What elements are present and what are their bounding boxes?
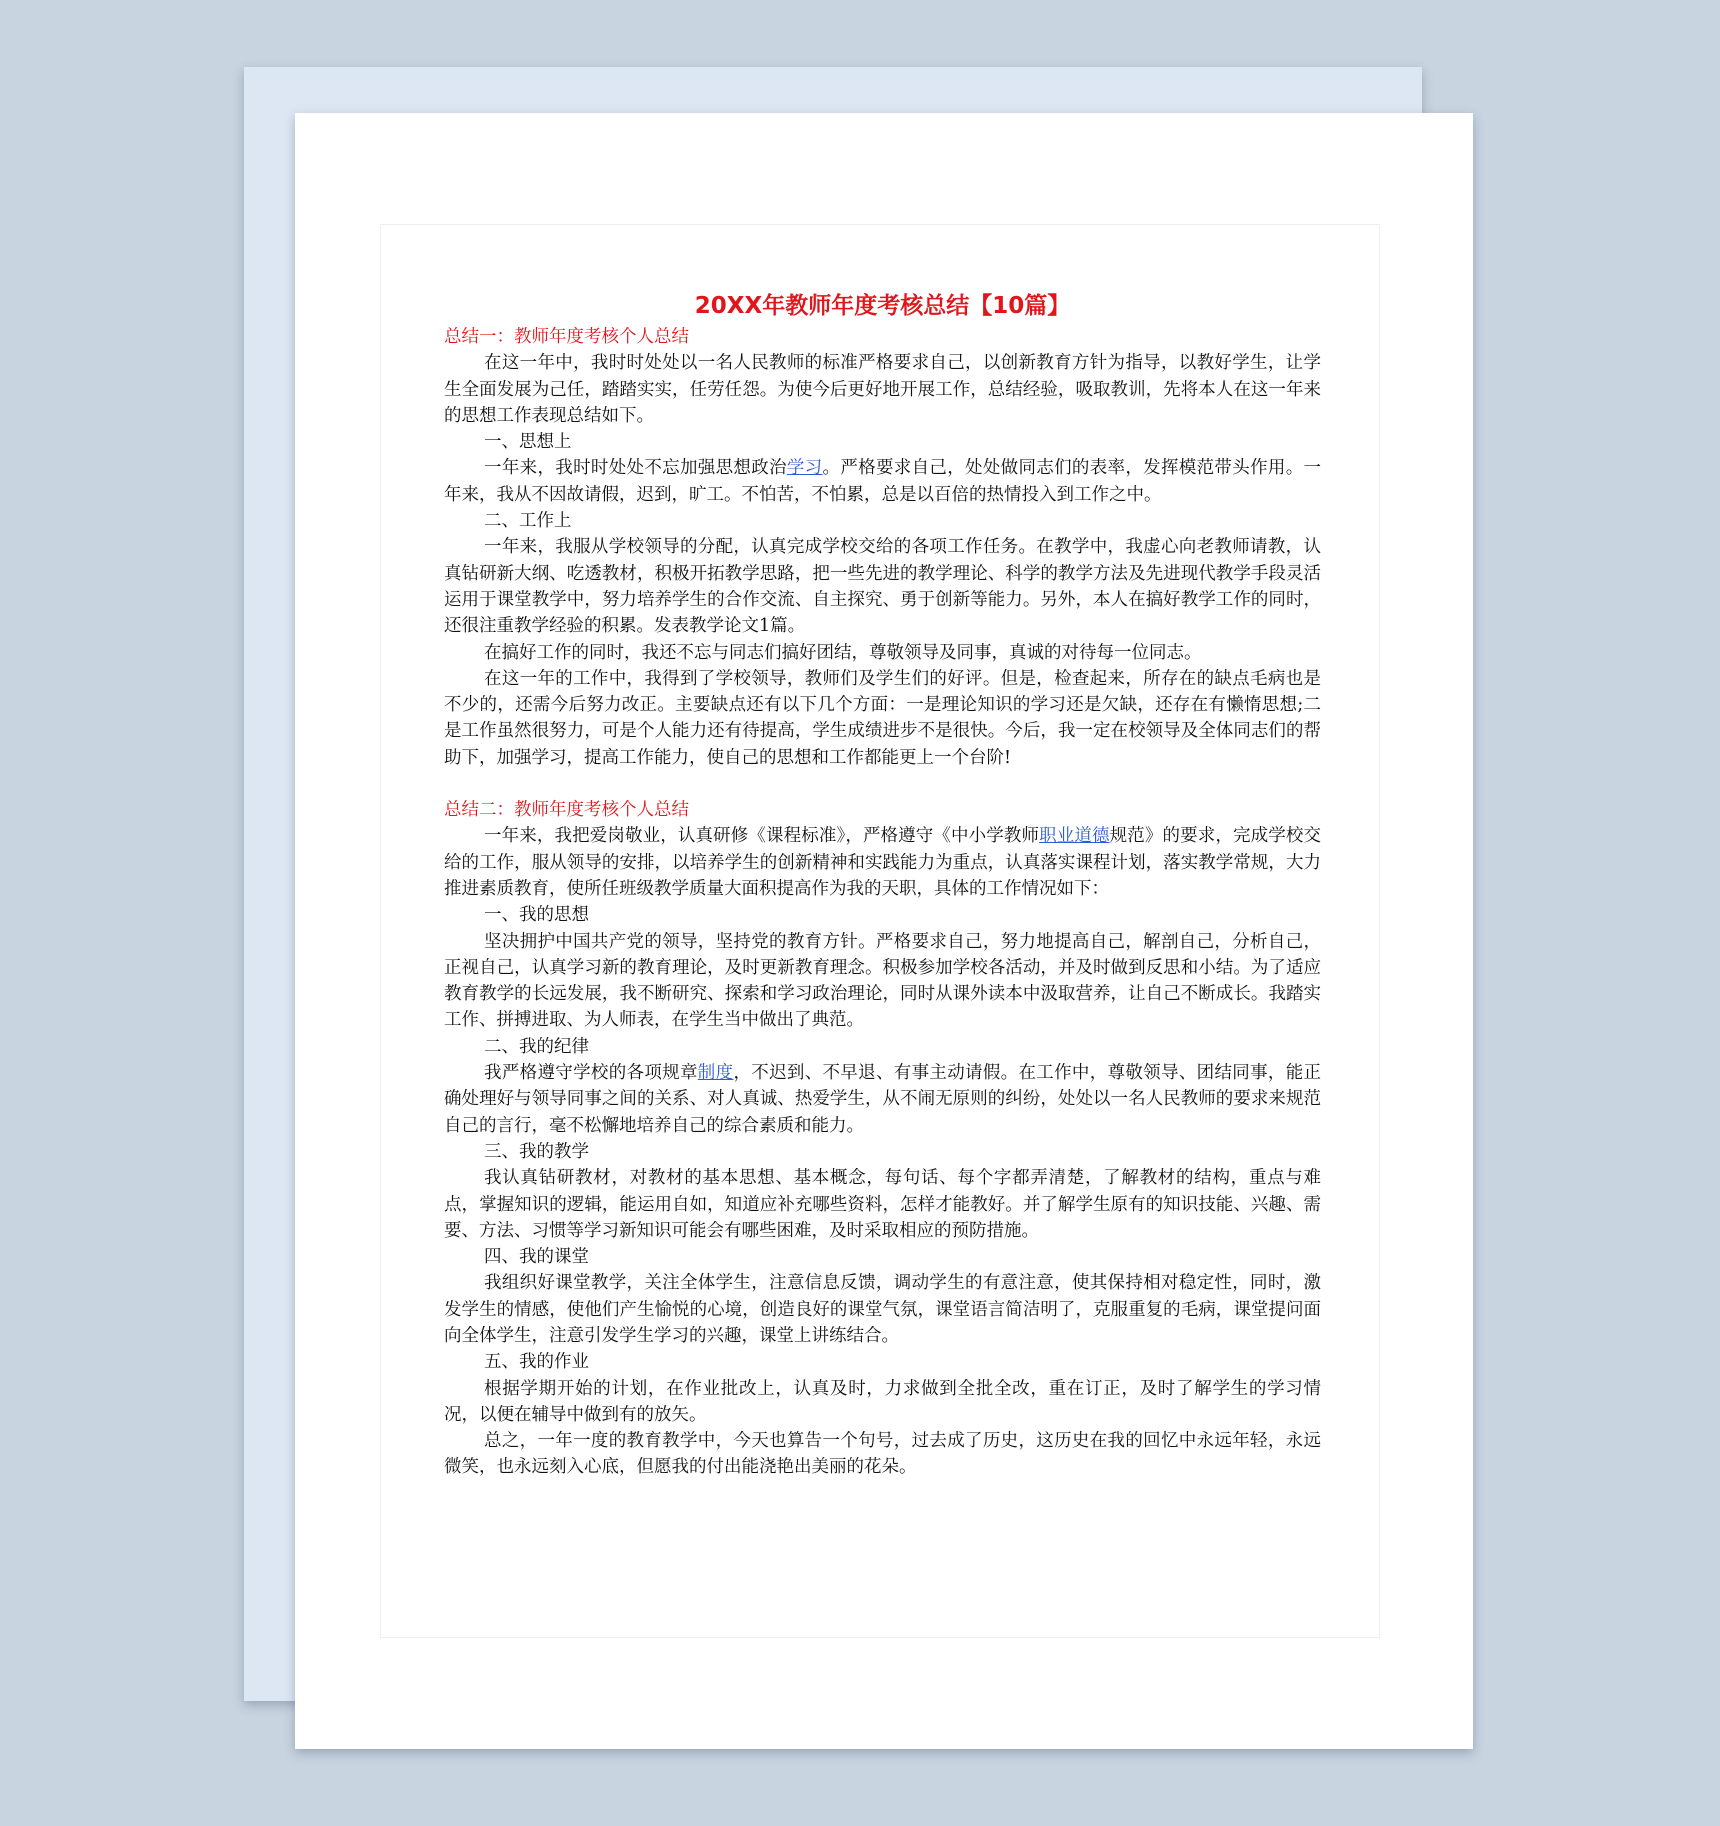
section-two-heading-4: 四、我的课堂: [484, 1247, 589, 1268]
text-run: 一年来，我把爱岗敬业，认真研修《课程标准》，严格遵守《中小学教师: [484, 826, 1040, 847]
section-gap: [444, 771, 1321, 797]
document-page: [295, 113, 1473, 1749]
text-run: 一年来，我时时处处不忘加强思想政治: [484, 458, 787, 479]
section-two-paragraph-6: 总之，一年一度的教育教学中，今天也算告一个句号，过去成了历史，这历史在我的回忆中永远年轻，永远微笑，也永远刻入心底，但愿我的付出能浇艳出美丽的花朵。: [444, 1431, 1321, 1478]
section-one-paragraph-4: 在这一年的工作中，我得到了学校领导，教师们及学生们的好评。但是，检查起来，所存在的缺点毛病也是不少的，还需今后努力改正。主要缺点还有以下几个方面：一是理论知识的学习还是欠缺，还存在有懒惰思想;二是工作虽然很努力，可是个人能力还有待提高，学生成绩进步不是很快。今后，我一定在校领导及全体同志们的帮助下，加强学习，提高工作能力，使自己的思想和工作都能更上一个台阶!: [444, 668, 1321, 768]
section-one-paragraph-2: 一年来，我服从学校领导的分配，认真完成学校交给的各项工作任务。在教学中，我虚心向老教师请教，认真钻研新大纲、吃透教材，积极开拓教学思路，把一些先进的教学理论、科学的教学方法及先进现代教学手段灵活运用于课堂教学中，努力培养学生的合作交流、自主探究、勇于创新等能力。另外，本人在搞好教学工作的同时，还很注重教学经验的积累。发表教学论文1篇。: [444, 537, 1321, 637]
professional-ethics-link[interactable]: 职业道德: [1039, 826, 1110, 847]
section-two-paragraph-2: [444, 1060, 1321, 1139]
content-frame: [380, 224, 1380, 1638]
section-one-paragraph-3: 在搞好工作的同时，我还不忘与同志们搞好团结，尊敬领导及同事，真诚的对待每一位同志。: [484, 642, 1202, 663]
document-content: [444, 225, 1321, 1481]
page-title: 20XX年教师年度考核总结【10篇】: [694, 293, 1071, 319]
section-one-title: 总结一：教师年度考核个人总结: [444, 327, 689, 347]
text-run: 规范》的要求，完成学校交给的工作，服从领导的安排，以培养学生的创新精神和实践能力为重点，认真落实课程计划，落实教学常规，大力推进素质教育，使所任班级教学质量大面积提高作为我的天职，具体的工作情况如下：: [444, 826, 1322, 899]
section-two-heading-2: 二、我的纪律: [484, 1036, 589, 1057]
text-run: 我严格遵守学校的各项规章: [484, 1063, 698, 1084]
section-two-paragraph-3: 我认真钻研教材，对教材的基本思想、基本概念，每句话、每个字都弄清楚，了解教材的结构，重点与难点，掌握知识的逻辑，能运用自如，知道应补充哪些资料，怎样才能教好。并了解学生原有的知识技能、兴趣、需要、方法、习惯等学习新知识可能会有哪些困难，及时采取相应的预防措施。: [444, 1168, 1321, 1241]
section-two-heading-1: 一、我的思想: [484, 905, 589, 926]
text-run: ，不迟到、不早退、有事主动请假。在工作中，尊敬领导、团结同事，能正确处理好与领导同事之间的关系、对人真诚、热爱学生，从不闹无原则的纠纷，处处以一名人民教师的要求来规范自己的言行，毫不松懈地培养自己的综合素质和能力。: [444, 1063, 1322, 1136]
section-two-intro: [444, 823, 1321, 902]
section-one-heading-1: 一、思想上: [484, 432, 572, 453]
section-two-paragraph-4: 我组织好课堂教学，关注全体学生，注意信息反馈，调动学生的有意注意，使其保持相对稳定性，同时，激发学生的情感，使他们产生愉悦的心境，创造良好的课堂气氛，课堂语言简洁明了，克服重复的毛病，课堂提问面向全体学生，注意引发学生学习的兴趣，课堂上讲练结合。: [444, 1273, 1321, 1346]
section-two-paragraph-5: 根据学期开始的计划，在作业批改上，认真及时，力求做到全批全改，重在订正，及时了解学生的学习情况，以便在辅导中做到有的放矢。: [444, 1378, 1321, 1425]
section-one-intro: 在这一年中，我时时处处以一名人民教师的标准严格要求自己，以创新教育方针为指导，以教好学生，让学生全面发展为己任，踏踏实实，任劳任怨。为使今后更好地开展工作，总结经验，吸取教训，先将本人在这一年来的思想工作表现总结如下。: [444, 353, 1321, 426]
section-two-paragraph-1: 坚决拥护中国共产党的领导，坚持党的教育方针。严格要求自己，努力地提高自己，解剖自己，分析自己，正视自己，认真学习新的教育理论，及时更新教育理念。积极参加学校各活动，并及时做到反思和小结。为了适应教育教学的长远发展，我不断研究、探索和学习政治理论，同时从课外读本中汲取营养，让自己不断成长。我踏实工作、拼搏进取、为人师表，在学生当中做出了典范。: [444, 931, 1321, 1031]
section-two-heading-3: 三、我的教学: [484, 1141, 589, 1162]
section-one-paragraph-1: [444, 455, 1321, 508]
section-one-heading-2: 二、工作上: [484, 511, 572, 532]
study-link[interactable]: 学习: [786, 458, 823, 479]
section-two-heading-5: 五、我的作业: [484, 1352, 589, 1373]
section-two-title: 总结二：教师年度考核个人总结: [444, 800, 689, 821]
text-run: 。严格要求自己，处处做同志们的表率，发挥模范带头作用。一年来，我从不因故请假，迟到，旷工。不怕苦，不怕累，总是以百倍的热情投入到工作之中。: [444, 458, 1322, 505]
regulations-link[interactable]: 制度: [697, 1063, 734, 1084]
